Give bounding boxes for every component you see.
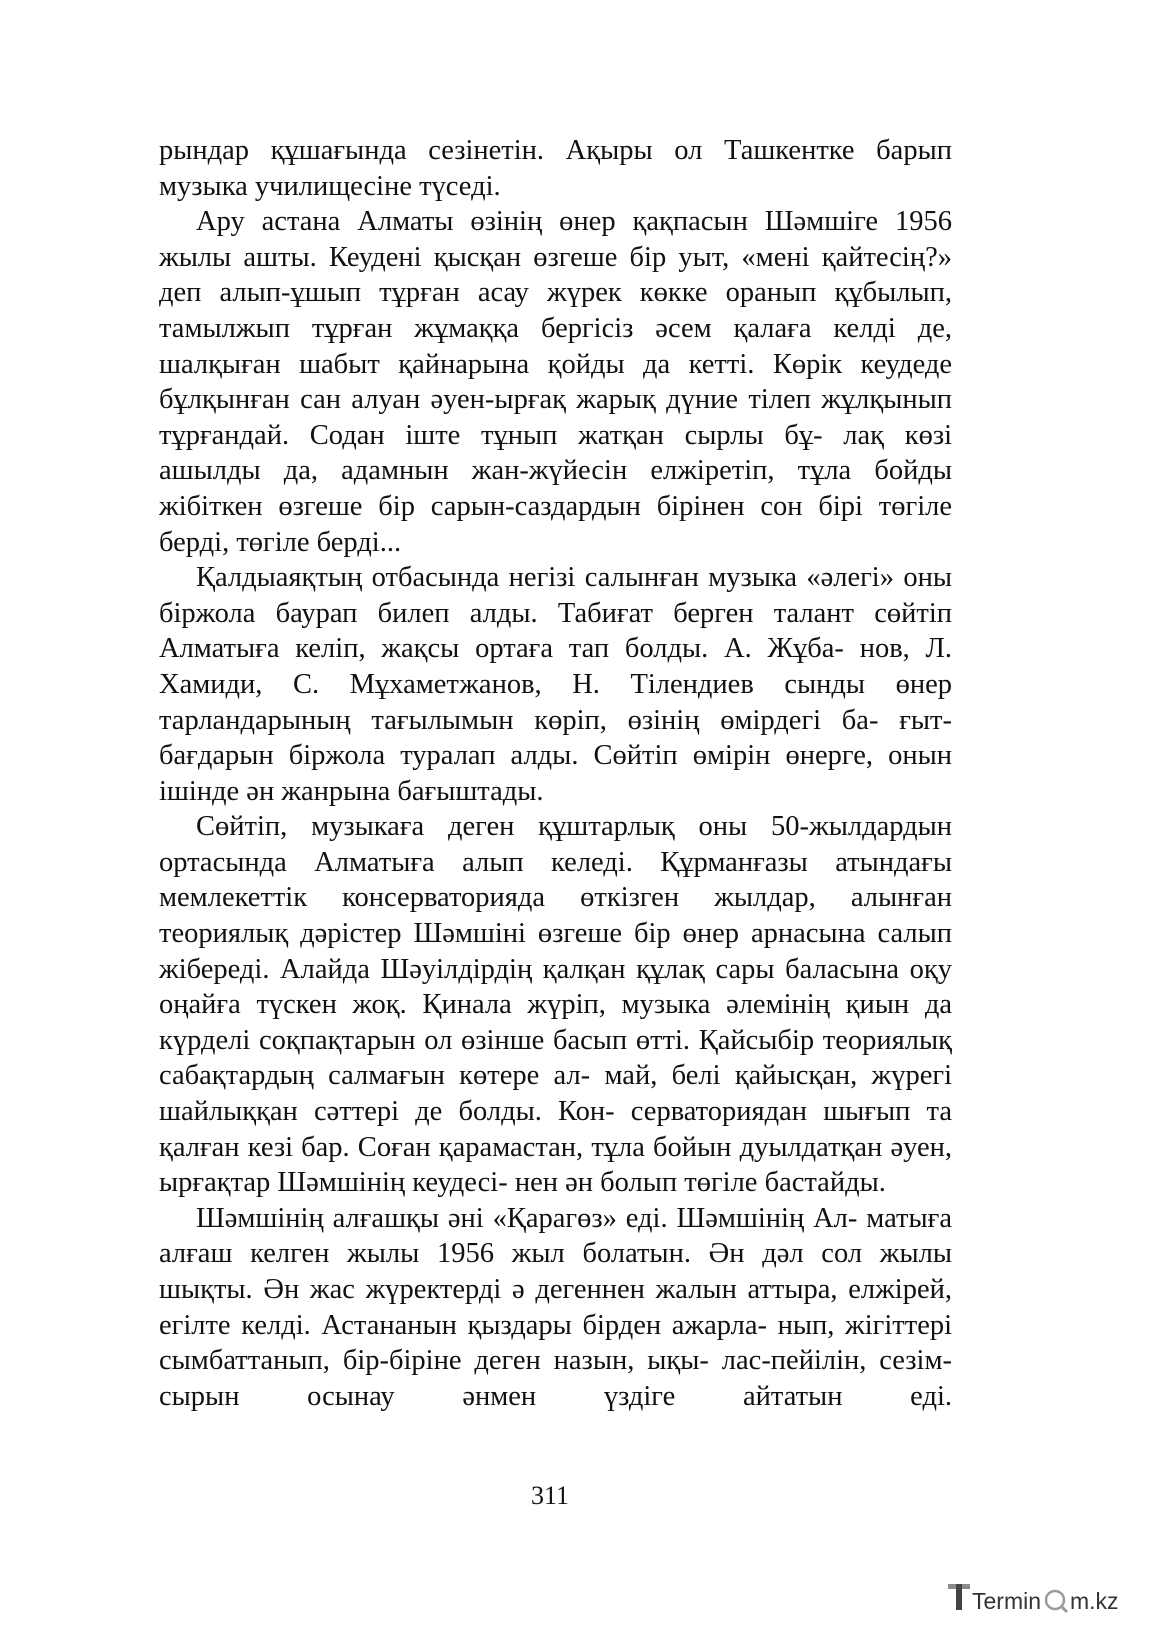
text-line: нып, жігіттері сымбаттанып, бір-біріне деген назын, ықы- [159, 1309, 953, 1377]
paragraph-2 [159, 204, 952, 560]
text-line: май, белі қайысқан, жүрегі шайлыққан сәттері де болды. Кон- [159, 1060, 952, 1128]
text-line: музыка училищесіне түседі. [159, 170, 501, 202]
text-line: ғыт-бағдарын біржола туралап алды. Сөйтіп өмірін өнерге, [159, 704, 952, 772]
text-line: баласына оқу оңайға түскен жоқ. Қинала жүріп, музыка [159, 953, 953, 1021]
text-line: Шәмшінің алғашқы әні «Қарагөз» еді. Шәмшінің Ал- [196, 1202, 858, 1234]
text-line: келді де, шалқыған шабыт қайнарына қойды да кетті. Көрік [159, 312, 953, 380]
magnifier-icon [1046, 1591, 1067, 1612]
text-line: рындар құшағында сезінетін. Ақыры ол Ташкентке барып [159, 135, 952, 166]
text-line: кеудеде бұлқынған сан алуан әуен-ырғақ жарық дүние тілеп [159, 348, 952, 416]
text-line: нен ән болып төгіле бастайды. [514, 1167, 886, 1199]
text-line: мемлекеттік консерваторияда өткізген жылдар, алынған [159, 882, 952, 914]
text-line: бойды жібіткен өзгеше бір сарын-саздардын бірінен сон [159, 455, 953, 522]
text-line: әлемінің қиын да күрделі соқпақтарын ол өзінше басып [159, 989, 953, 1056]
paragraph-5 [159, 1201, 952, 1415]
text-line: өтті. Қайсыбір теориялық сабақтардың салмағын көтере ал- [159, 1024, 952, 1092]
text-line: жылы шықты. Ән жас жүректерді ә дегеннен жалын аттыра, [159, 1238, 952, 1305]
document-body [159, 133, 952, 1414]
paragraph-3 [159, 560, 952, 809]
termincom-logo[interactable] [948, 1578, 1148, 1618]
text-line: сөйтіп Алматыға келіп, жақсы ортаға тап болды. А. Жұба- [159, 597, 952, 665]
logo-stem [956, 1584, 962, 1610]
text-line: серваториядан шығып та қалған кезі бар. Соған қарамастан, [159, 1096, 953, 1163]
text-line: лақ көзі ашылды да, адамнын жан-жүйесін елжіретіп, тұла [159, 419, 952, 487]
paragraph-1 [159, 133, 952, 204]
text-line: бірі төгіле берді, төгіле берді... [159, 490, 952, 558]
text-line: жұлқынып тұрғандай. Содан іште тұнып жатқан сырлы бұ- [159, 384, 952, 451]
paragraph-4 [159, 809, 952, 1201]
text-line: 1956 жылы ашты. Кеудені қысқан өзгеше бір уыт, «мені [159, 206, 952, 273]
text-line: ортасында Алматыға алып келеді. Құрманғазы атындағы [159, 846, 952, 878]
page-number: 311 [530, 1481, 570, 1510]
text-line: құбылып, тамылжып тұрған жұмаққа бергісіз әсем қалаға [159, 277, 952, 344]
text-line: Қалдыаяқтың отбасында негізі салынған музыка «әлегі» [196, 562, 894, 594]
text-line: Ару астана Алматы өзінің өнер қақпасын Шәмшіге [196, 206, 879, 238]
text-line: өнер тарландарының тағылымын көріп, өзінің өмірдегі ба- [159, 668, 953, 736]
text-line: тұла бойын дуылдатқан әуен, ырғақтар Шәмшінің кеудесі- [159, 1131, 952, 1199]
text-line: оны біржола баурап билеп алды. Табиғат берген талант [159, 562, 952, 629]
text-line: теориялық дәрістер Шәмшіні өзгеше бір өнер арнасына [159, 918, 866, 950]
text-line: нов, Л. Хамиди, С. Мұхаметжанов, Н. Тілендиев сынды [159, 633, 953, 700]
text-line: қайтесің?» деп алып-ұшып тұрған асау жүрек көкке оранып [159, 241, 952, 309]
text-line: Сөйтіп, музыкаға деген құштарлық оны 50-жылдардын [196, 811, 952, 843]
logo-text-left: Termin [972, 1588, 1042, 1614]
text-line: лас-пейілін, сезім-сырын осынау әнмен үздіге айтатын еді. [159, 1345, 952, 1412]
text-line: матыға алғаш келген жылы 1956 жыл болатын. Ән дәл сол [159, 1202, 952, 1270]
text-line: онын ішінде ән жанрына бағыштады. [159, 740, 953, 807]
text-line: салып жібереді. Алайда Шәуілдірдің қалқан құлақ сары [159, 918, 952, 985]
text-line: елжірей, егілте келді. Астананын қыздары бірден ажарла- [159, 1274, 952, 1341]
logo-text-right: m.kz [1070, 1588, 1119, 1614]
